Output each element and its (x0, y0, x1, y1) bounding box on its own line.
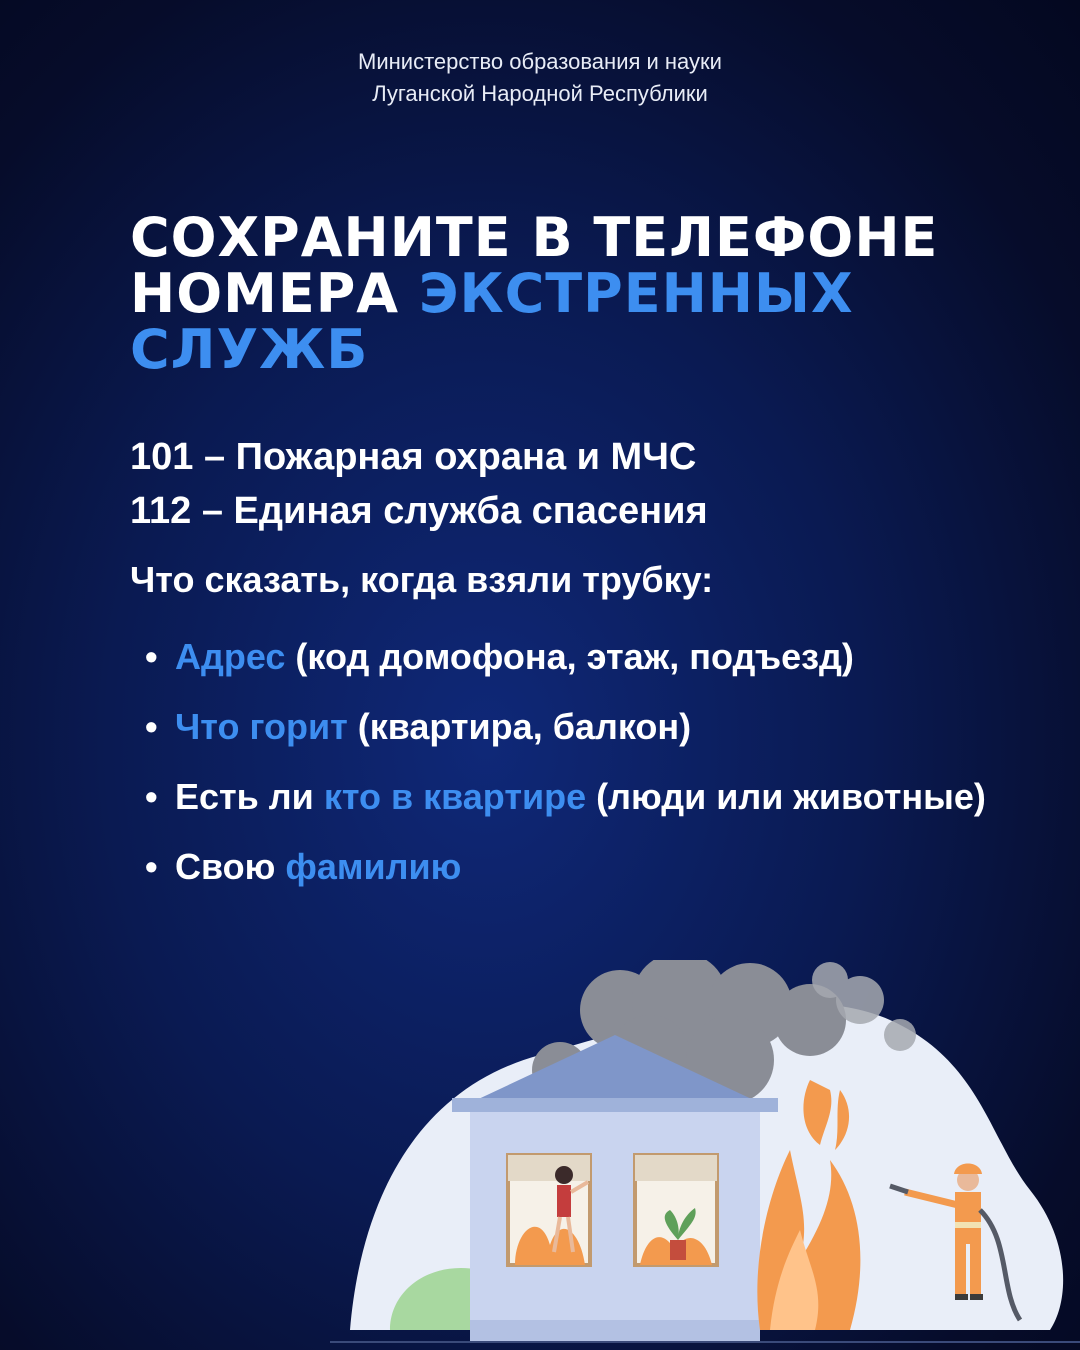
ministry-line-1: Министерство образования и науки (358, 49, 722, 74)
emergency-numbers (130, 430, 708, 538)
title-line-3: СЛУЖБ (130, 318, 369, 381)
bullet-text-after: (код домофона, этаж, подъезд) (285, 636, 854, 677)
bullet-text-before: Свою (175, 846, 286, 887)
burning-house-illustration (330, 960, 1080, 1350)
ministry-header (0, 46, 1080, 110)
title-line-1: СОХРАНИТЕ В ТЕЛЕФОНЕ (130, 206, 939, 269)
bullet-text-before: Есть ли (175, 776, 324, 817)
title-line-2-accent: ЭКСТРЕННЫХ (418, 262, 854, 325)
bullet-what-burns (145, 692, 986, 762)
bullet-people-inside (145, 762, 986, 832)
bullet-dot-icon: • (145, 636, 158, 677)
bullet-text-after: (квартира, балкон) (347, 706, 692, 747)
bullet-surname (145, 832, 986, 902)
bullet-text-after: (люди или животные) (586, 776, 986, 817)
bullet-highlight: Адрес (175, 636, 286, 677)
bullet-highlight: фамилию (285, 846, 462, 887)
question-heading: Что сказать, когда взяли трубку: (130, 559, 714, 600)
number-rescue-service: 112 – Единая служба спасения (130, 490, 708, 532)
page-title (130, 206, 1030, 381)
title-line-2-white: НОМЕРА (130, 262, 419, 325)
title-line-2 (130, 262, 1030, 325)
bullet-dot-icon: • (145, 846, 158, 887)
number-fire-service: 101 – Пожарная охрана и МЧС (130, 436, 697, 478)
bullet-dot-icon: • (145, 776, 158, 817)
ministry-line-2: Луганской Народной Республики (372, 81, 708, 106)
info-bullet-list (145, 622, 986, 902)
bullet-address (145, 622, 986, 692)
bullet-highlight: кто в квартире (323, 776, 587, 817)
bullet-dot-icon: • (145, 706, 158, 747)
bullet-highlight: Что горит (175, 706, 348, 747)
